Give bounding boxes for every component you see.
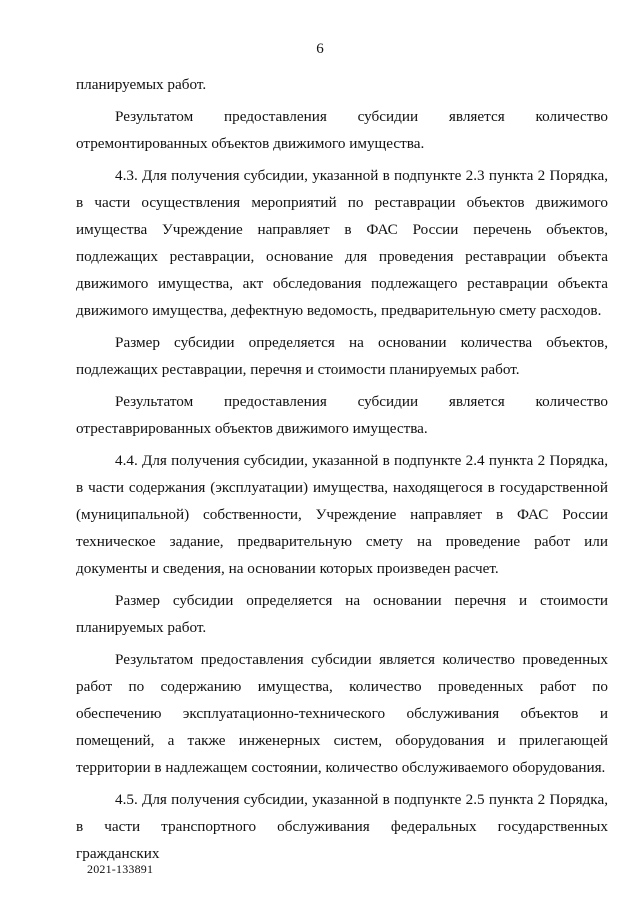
paragraph-continuation: планируемых работ. (76, 76, 207, 93)
paragraph-result-restoration: Результатом предоставления субсидии является количество отреставрированных объектов движимого имущества. (76, 393, 608, 437)
paragraph-size-maintenance: Размер субсидии определяется на основании перечня и стоимости планируемых работ. (76, 592, 608, 636)
paragraph-4-3: 4.3. Для получения субсидии, указанной в подпункте 2.3 пункта 2 Порядка, в части осуществления мероприятий по реставрации объектов движимого имущества Учреждение направляет в ФАС России перечень объектов, подлежащих реставрации, основание для проведения реставрации объекта движимого имущества, акт обследования подлежащего реставрации объекта движимого имущества, дефектную ведомость, предварительную смету расходов. (76, 167, 608, 319)
paragraph-4-5: 4.5. Для получения субсидии, указанной в подпункте 2.5 пункта 2 Порядка, в части транспортного обслуживания федеральных государственных гражданских (76, 791, 608, 862)
document-code: 2021-133891 (87, 862, 154, 876)
document-body (76, 71, 608, 867)
paragraph-4-4: 4.4. Для получения субсидии, указанной в подпункте 2.4 пункта 2 Порядка, в части содержания (эксплуатации) имущества, находящегося в государственной (муниципальной) собственности, Учреждение направляет в ФАС России техническое задание, предварительную смету на проведение работ или документы и сведения, на основании которых произведен расчет. (76, 452, 608, 577)
page-number: 6 (316, 41, 324, 57)
paragraph-result-repair: Результатом предоставления субсидии является количество отремонтированных объектов движимого имущества. (76, 108, 608, 152)
paragraph-size-restoration: Размер субсидии определяется на основании количества объектов, подлежащих реставрации, перечня и стоимости планируемых работ. (76, 334, 608, 378)
paragraph-result-maintenance: Результатом предоставления субсидии является количество проведенных работ по содержанию имущества, количество проведенных работ по обеспечению эксплуатационно-технического обслуживания объектов и помещений, а также инженерных систем, оборудования и прилегающей территории в надлежащем состоянии, количество обслуживаемого оборудования. (76, 651, 608, 776)
